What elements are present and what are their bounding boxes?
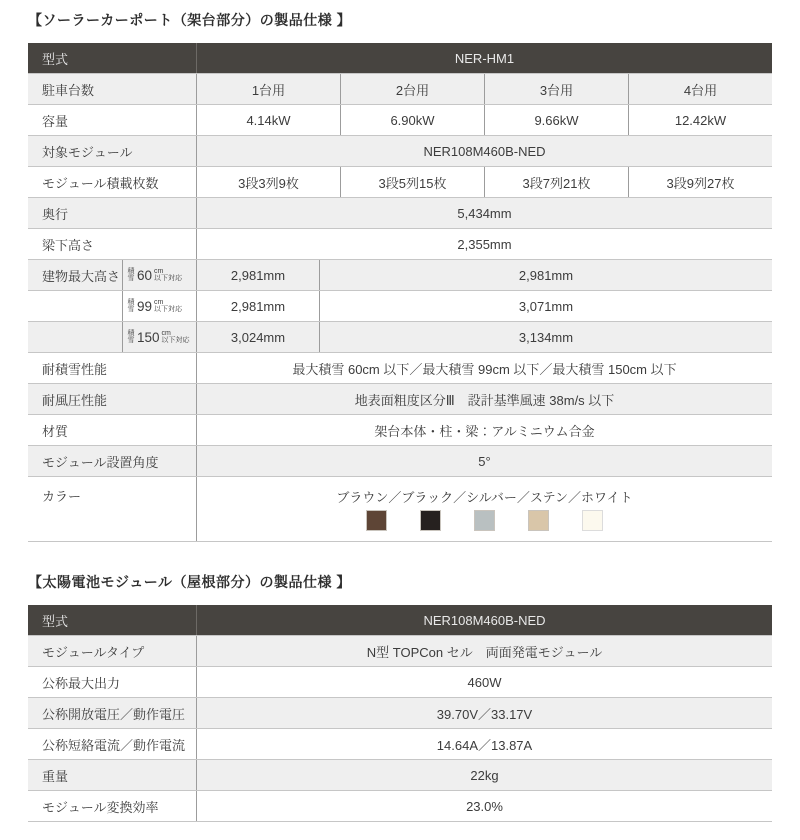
table-row-max-output: [28, 667, 772, 698]
table-row-current: [28, 729, 772, 760]
table-row-depth: [28, 198, 772, 229]
table-row-efficiency: [28, 791, 772, 822]
table-row-voltage: [28, 698, 772, 729]
color-names: ブラウン／ブラック／シルバー／ステン／ホワイト: [336, 490, 633, 505]
cell-value: NER-HM1: [454, 50, 515, 66]
color-swatch-silver: [474, 510, 495, 531]
snow-tag-number: 60: [137, 267, 153, 283]
cell-label: モジュールタイプ: [28, 636, 197, 666]
cell-value: 3段3列9枚: [197, 167, 341, 197]
table-row-module-count: [28, 167, 772, 198]
cell-value: 23.0%: [466, 798, 503, 814]
cell-value: 6.90kW: [341, 105, 485, 135]
cell-value: 架台本体・柱・梁：アルミニウム合金: [374, 423, 595, 439]
cell-label: 公称最大出力: [28, 667, 197, 697]
table-row-color: [28, 477, 772, 542]
cell-value: 3台用: [485, 74, 629, 104]
table-row-building-height-snow150: [28, 322, 772, 353]
cell-value: 3段9列27枚: [666, 175, 735, 191]
cell-label: 対象モジュール: [28, 136, 197, 166]
cell-value: NER108M460B-NED: [423, 143, 546, 159]
cell-value: 3段7列21枚: [485, 167, 629, 197]
cell-value: 4台用: [683, 82, 718, 98]
cell-value: NER108M460B-NED: [423, 612, 546, 628]
cell-value: 4.14kW: [197, 105, 341, 135]
table-row-material: [28, 415, 772, 446]
cell-value: 最大積雪 60cm 以下／最大積雪 99cm 以下／最大積雪 150cm 以下: [292, 361, 677, 377]
snow-tag-number: 99: [137, 298, 153, 314]
cell-value: 3,024mm: [197, 322, 320, 352]
module-spec-table: [28, 605, 772, 822]
table-row-wind-resistance: [28, 384, 772, 415]
cell-value: 5°: [478, 453, 491, 469]
table-row-parking-count: [28, 74, 772, 105]
cell-label: 重量: [28, 760, 197, 790]
cell-label: 梁下高さ: [28, 229, 197, 259]
table-row-building-height-snow99: [28, 291, 772, 322]
carport-spec-title: 【ソーラーカーポート（架台部分）の製品仕様 】: [28, 12, 352, 28]
color-options: [197, 477, 772, 541]
snow-load-tag: [123, 260, 197, 290]
cell-label: 材質: [28, 415, 197, 445]
cell-label: 容量: [28, 105, 197, 135]
color-swatch-sten: [528, 510, 549, 531]
snow-tag-number: 150: [137, 329, 160, 345]
color-swatch-white: [582, 510, 603, 531]
snow-tag-prefix: 積雪: [127, 268, 135, 282]
snow-tag-prefix: 積雪: [127, 299, 135, 313]
table-row-beam-height: [28, 229, 772, 260]
cell-label: 駐車台数: [28, 74, 197, 104]
cell-label: カラー: [28, 477, 197, 541]
cell-value: 2台用: [341, 74, 485, 104]
module-spec-title: 【太陽電池モジュール（屋根部分）の製品仕様 】: [28, 574, 351, 590]
cell-value: 3段5列15枚: [341, 167, 485, 197]
snow-load-tag: [123, 322, 197, 352]
cell-label: [28, 291, 123, 321]
cell-value: 3,071mm: [518, 298, 574, 314]
cell-label: 耐積雪性能: [28, 353, 197, 383]
cell-label: 公称開放電圧／動作電圧: [28, 698, 197, 728]
cell-label: 建物最大高さ: [28, 260, 123, 290]
cell-label: 型式: [28, 43, 197, 73]
cell-value: 14.64A／13.87A: [436, 737, 533, 753]
snow-tag-unit: cm 以下対応: [161, 329, 190, 344]
carport-spec-table: [28, 43, 772, 542]
cell-value: 2,981mm: [197, 291, 320, 321]
table-row-module-type: [28, 636, 772, 667]
cell-label: 耐風圧性能: [28, 384, 197, 414]
cell-value: 460W: [467, 674, 502, 690]
cell-value: 9.66kW: [485, 105, 629, 135]
cell-value: N型 TOPCon セル 両面発電モジュール: [366, 644, 603, 660]
snow-load-tag: [123, 291, 197, 321]
cell-value: 2,981mm: [518, 267, 574, 283]
cell-value: 12.42kW: [674, 112, 727, 128]
cell-value: 地表面粗度区分Ⅲ 設計基準風速 38m/s 以下: [354, 392, 615, 408]
snow-tag-unit: cm 以下対応: [154, 267, 183, 282]
table-row-capacity: [28, 105, 772, 136]
cell-value: 22kg: [470, 767, 499, 783]
table-row-model: [28, 43, 772, 74]
table-row-install-angle: [28, 446, 772, 477]
table-row-snow-resistance: [28, 353, 772, 384]
color-swatch-black: [420, 510, 441, 531]
cell-label: 公称短絡電流／動作電流: [28, 729, 197, 759]
snow-tag-unit: cm 以下対応: [154, 298, 183, 313]
cell-label: 型式: [28, 605, 197, 635]
cell-value: 2,981mm: [197, 260, 320, 290]
cell-value: 3,134mm: [518, 329, 574, 345]
cell-label: モジュール積載枚数: [28, 167, 197, 197]
table-row-weight: [28, 760, 772, 791]
table-row-target-module: [28, 136, 772, 167]
cell-value: 2,355mm: [457, 236, 512, 252]
cell-value: 1台用: [197, 74, 341, 104]
snow-tag-prefix: 積雪: [127, 330, 135, 344]
cell-label: モジュール設置角度: [28, 446, 197, 476]
cell-value: 5,434mm: [457, 205, 512, 221]
table-row-model: [28, 605, 772, 636]
cell-label: モジュール変換効率: [28, 791, 197, 821]
cell-label: 奥行: [28, 198, 197, 228]
cell-value: 39.70V／33.17V: [436, 706, 533, 722]
color-swatches: [366, 510, 603, 531]
color-swatch-brown: [366, 510, 387, 531]
table-row-building-height-snow60: [28, 260, 772, 291]
cell-label: [28, 322, 123, 352]
